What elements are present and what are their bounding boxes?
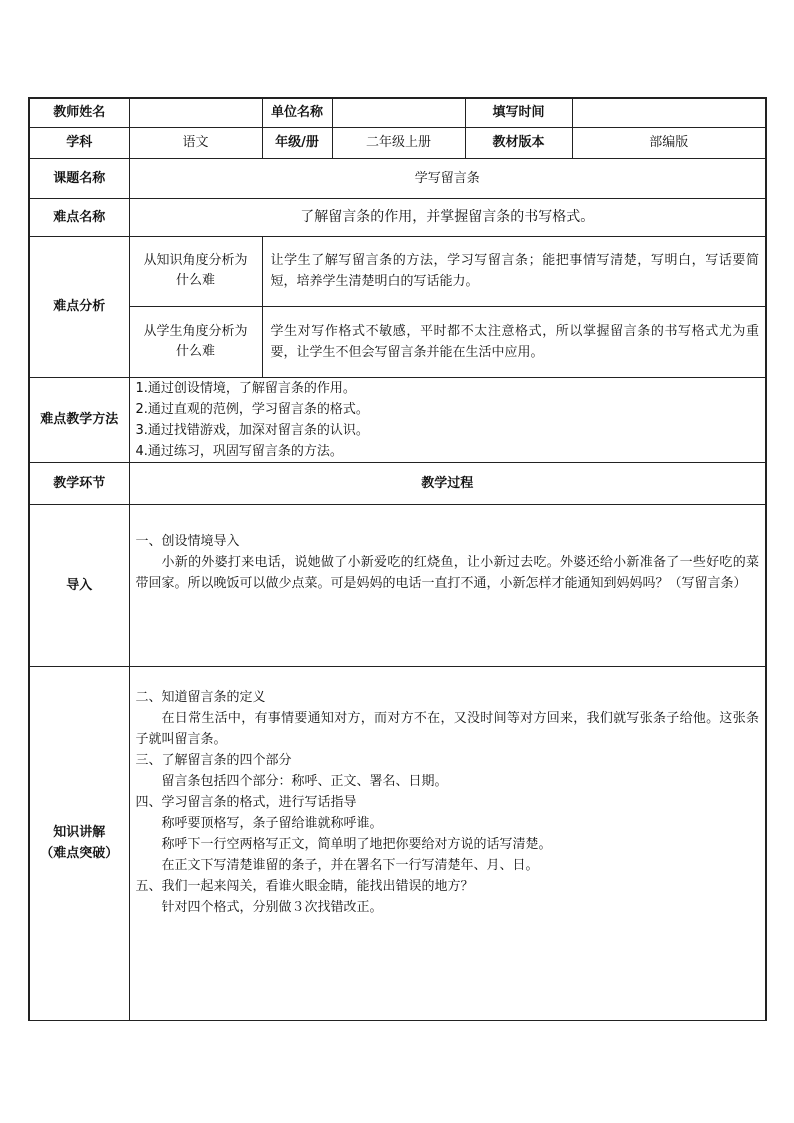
difficulty-analysis-label: 难点分析 — [29, 236, 129, 377]
lesson-plan-sheet — [28, 97, 765, 1021]
analysis-student-row — [29, 306, 766, 377]
fill-date-value — [572, 98, 766, 127]
intro-heading: 一、创设情境导入 — [135, 533, 240, 549]
teaching-stage-header: 教学环节 — [29, 462, 129, 504]
section-2-heading: 二、知道留言条的定义 — [135, 689, 266, 705]
difficulty-value: 了解留言条的作用，并掌握留言条的书写格式。 — [129, 198, 766, 236]
grade-label: 年级/册 — [262, 127, 332, 158]
lesson-title-value: 学写留言条 — [129, 158, 766, 198]
section-4-line-3: 在正文下写清楚谁留的条子，并在署名下一行写清楚年、月、日。 — [161, 857, 539, 873]
method-item: 1.通过创设情境，了解留言条的作用。 — [135, 380, 356, 396]
section-2-body: 在日常生活中，有事情要通知对方，而对方不在，又没时间等对方回来，我们就写张条子给他。这张条子就叫留言条。 — [135, 710, 759, 747]
section-5-heading: 五、我们一起来闯关，看谁火眼金睛，能找出错误的地方？ — [135, 878, 474, 894]
knowledge-content — [129, 666, 766, 1020]
knowledge-stage-subtitle: （难点突破） — [40, 846, 119, 861]
intro-row — [29, 504, 766, 666]
lesson-title-row — [29, 158, 766, 198]
methods-row — [29, 377, 766, 462]
teaching-methods-list — [129, 377, 766, 462]
fill-date-label: 填写时间 — [465, 98, 572, 127]
section-4-heading: 四、学习留言条的格式，进行写话指导 — [135, 794, 357, 810]
section-3-heading: 三、了解留言条的四个部分 — [135, 752, 292, 768]
teaching-process-header: 教学过程 — [129, 462, 766, 504]
section-4-line-1: 称呼要顶格写，条子留给谁就称呼谁。 — [161, 815, 383, 831]
unit-name-value — [332, 98, 465, 127]
lesson-plan-table — [28, 97, 767, 1021]
section-4-line-2: 称呼下一行空两格写正文，简单明了地把你要给对方说的话写清楚。 — [161, 836, 552, 852]
lesson-title-label: 课题名称 — [29, 158, 129, 198]
edition-value: 部编版 — [572, 127, 766, 158]
intro-content — [129, 504, 766, 666]
method-item: 3.通过找错游戏，加深对留言条的认识。 — [135, 422, 369, 438]
header-row-1 — [29, 98, 766, 127]
section-5-body: 针对四个格式，分别做３次找错改正。 — [161, 899, 383, 915]
knowledge-angle-label: 从知识角度分析为什么难 — [129, 236, 262, 306]
knowledge-stage-label — [29, 666, 129, 1020]
knowledge-angle-text: 让学生了解写留言条的方法，学习写留言条；能把事情写清楚，写明白，写话要简短，培养学生清楚明白的写话能力。 — [262, 236, 766, 306]
intro-stage-label: 导入 — [29, 504, 129, 666]
analysis-knowledge-row — [29, 236, 766, 306]
method-item: 2.通过直观的范例，学习留言条的格式。 — [135, 401, 369, 417]
subject-label: 学科 — [29, 127, 129, 158]
intro-body: 小新的外婆打来电话，说她做了小新爱吃的红烧鱼，让小新过去吃。外婆还给小新准备了一些好吃的菜带回家。所以晚饭可以做少点菜。可是妈妈的电话一直打不通，小新怎样才能通知到妈妈吗？（写留言条） — [135, 554, 759, 591]
header-row-2 — [29, 127, 766, 158]
process-header-row — [29, 462, 766, 504]
teaching-methods-label: 难点教学方法 — [29, 377, 129, 462]
grade-value: 二年级上册 — [332, 127, 465, 158]
difficulty-label: 难点名称 — [29, 198, 129, 236]
unit-name-label: 单位名称 — [262, 98, 332, 127]
section-3-body: 留言条包括四个部分：称呼、正文、署名、日期。 — [161, 773, 448, 789]
teacher-name-value — [129, 98, 262, 127]
method-item: 4.通过练习，巩固写留言条的方法。 — [135, 443, 343, 459]
difficulty-row — [29, 198, 766, 236]
subject-value: 语文 — [129, 127, 262, 158]
knowledge-stage-title: 知识讲解 — [53, 825, 106, 840]
teacher-name-label: 教师姓名 — [29, 98, 129, 127]
edition-label: 教材版本 — [465, 127, 572, 158]
student-angle-text: 学生对写作格式不敏感，平时都不太注意格式，所以掌握留言条的书写格式尤为重要，让学生不但会写留言条并能在生活中应用。 — [262, 306, 766, 377]
knowledge-row — [29, 666, 766, 1020]
student-angle-label: 从学生角度分析为什么难 — [129, 306, 262, 377]
